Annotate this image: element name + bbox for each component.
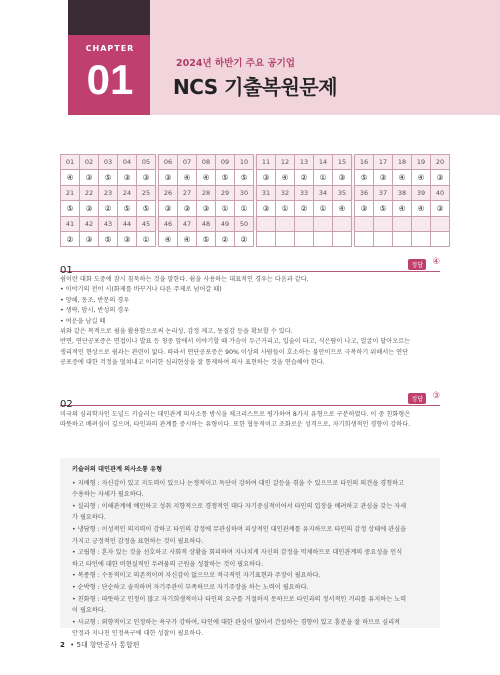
answer-cell — [393, 231, 412, 246]
page-number: 2 — [60, 641, 65, 649]
box-line: • 고립형 : 혼자 있는 것을 선호하고 사회적 상황을 회피하며 지나치게 자신의 감정을 억제하므로 대인관계의 중요성을 인식 — [72, 549, 403, 557]
answer-cell: ③ — [137, 170, 156, 185]
answer-cell — [295, 231, 314, 246]
answer-cell: ④ — [393, 201, 412, 216]
box-line: • 복종형 : 수동적이고 의존적이며 자신감이 없으므로 적극적인 자기표현과 주장이 필요하다. — [72, 572, 321, 580]
question-number-cell: 21 — [61, 185, 80, 200]
question-number-cell: 15 — [333, 155, 352, 170]
answer-cell: ⑤ — [61, 201, 80, 216]
answer-cell — [412, 231, 431, 246]
answer-cell: ④ — [197, 170, 216, 185]
text-line: • 여운을 남길 때 — [60, 317, 106, 325]
question-number-cell: 08 — [197, 155, 216, 170]
question-number-cell: 02 — [80, 155, 99, 170]
answer-cell: ① — [216, 201, 235, 216]
question-number-cell: 25 — [137, 185, 156, 200]
box-line: • 순박형 : 단순하고 솔직하며 자기주관이 부족하므로 자기주장을 하는 노력이 필요하다. — [72, 583, 309, 591]
answer-tag: 정답 — [408, 259, 426, 270]
question-number-cell: 38 — [393, 185, 412, 200]
grid-answer-row — [61, 201, 450, 216]
question-number-cell: 01 — [61, 155, 80, 170]
text-line: 쉼이란 대화 도중에 잠시 침묵하는 것을 말한다. 쉼을 사용하는 대표적인 경우는 다음과 같다. — [60, 276, 309, 283]
question-number: 01 — [60, 265, 73, 276]
text-line: • 양해, 동조, 반문의 경우 — [60, 296, 130, 304]
answer-cell: ④ — [412, 201, 431, 216]
question-number-cell: 44 — [118, 216, 137, 231]
answer-cell: ③ — [80, 170, 99, 185]
answer-grid — [60, 154, 450, 247]
box-line: 가지고 긍정적인 감정을 표현하는 것이 필요하다. — [72, 537, 204, 545]
answer-cell: ⑤ — [137, 201, 156, 216]
answer-cell — [276, 231, 295, 246]
answer-cell: ① — [276, 201, 295, 216]
question-number-cell: 48 — [197, 216, 216, 231]
question-number-cell: 43 — [99, 216, 118, 231]
question-number-cell: 10 — [235, 155, 254, 170]
question-number-cell: 11 — [257, 155, 276, 170]
answer-cell: ④ — [333, 201, 352, 216]
answer-cell: ① — [235, 201, 254, 216]
question-number-cell: 36 — [355, 185, 374, 200]
question-number-cell: 24 — [118, 185, 137, 200]
question-number-cell: 19 — [412, 155, 431, 170]
box-line: 수용하는 자세가 필요하다. — [72, 491, 144, 499]
question-number-cell — [412, 216, 431, 231]
box-line: 이 필요하다. — [72, 607, 106, 615]
answer-cell: ④ — [393, 170, 412, 185]
question-number-cell: 20 — [431, 155, 450, 170]
question-number-cell: 14 — [314, 155, 333, 170]
answer-cell: ① — [314, 201, 333, 216]
chapter-number: 01 — [86, 56, 134, 103]
answer-cell: ③ — [80, 201, 99, 216]
answer-cell: ② — [99, 201, 118, 216]
box-line: 하고 타인에 대한 비현실적인 두려움의 근원을 성찰하는 것이 필요하다. — [72, 560, 264, 568]
text-line: 따뜻하고 배려심이 깊으며, 타인과의 관계를 중시하는 유형이다. 또한 협동적이고 조화로운 성격으로, 자기희생적인 경향이 강하다. — [60, 421, 411, 429]
box-line: • 냉담형 : 이성적인 의지력이 강하고 타인의 감정에 무관심하며 피상적인 대인관계를 유지하므로 타인의 감정 상태에 관심을 — [72, 525, 407, 533]
question-number-cell: 04 — [118, 155, 137, 170]
question-number-cell: 12 — [276, 155, 295, 170]
answer-cell: ④ — [61, 170, 80, 185]
question-number-cell: 46 — [159, 216, 178, 231]
question-number-cell: 32 — [276, 185, 295, 200]
question-number-cell — [257, 216, 276, 231]
question-number-cell: 16 — [355, 155, 374, 170]
box-line: • 실리형 : 이해관계에 예민하고 성취 지향적으로 경쟁적인 데다 자기중심적이어서 타인의 입장을 배려하고 관심을 갖는 자세 — [72, 502, 407, 510]
question-number-cell: 50 — [235, 216, 254, 231]
question-number-cell: 33 — [295, 185, 314, 200]
text-line: 공포증에 대한 걱정을 떨쳐내고 이러한 심리현상을 잘 통제하여 의사 표현하는 것을 연습해야 한다. — [60, 359, 325, 367]
text-line: 반면, 연단공포증은 면접이나 발표 등 청중 앞에서 이야기할 때 가슴이 두근거리고, 입술이 타고, 식은땀이 나고, 얼굴이 달아오르는 — [60, 338, 411, 346]
question-number-cell: 26 — [159, 185, 178, 200]
footer-separator: • — [70, 641, 75, 649]
text-line: • 이야기의 전이 시(화제를 바꾸거나 다른 주제로 넘어갈 때) — [60, 286, 222, 294]
question-number-cell: 35 — [333, 185, 352, 200]
question-number-cell: 13 — [295, 155, 314, 170]
box-title: 키슬러의 대인관계 의사소통 유형 — [72, 466, 163, 473]
answer-cell — [257, 231, 276, 246]
answer-cell: ③ — [118, 170, 137, 185]
question-number-cell: 45 — [137, 216, 156, 231]
text-line: 위와 같은 목적으로 쉼을 활용함으로써 논리성, 감정 제고, 동질감 등을 확보할 수 있다. — [60, 328, 293, 336]
question-number-cell — [374, 216, 393, 231]
text-line: 미국의 심리학자인 도널드 키슬러는 대인관계 의사소통 방식을 체크리스트로 평가하여 8가지 유형으로 구분하였다. 이 중 친화형은 — [60, 411, 411, 418]
grid-number-row — [61, 155, 450, 170]
question-number-cell — [314, 216, 333, 231]
grid-number-row — [61, 185, 450, 200]
answer-cell: ⑤ — [235, 170, 254, 185]
answer-cell: ⑤ — [355, 170, 374, 185]
question-number-cell: 39 — [412, 185, 431, 200]
question-header-02 — [60, 391, 440, 410]
question-number-cell: 06 — [159, 155, 178, 170]
question-number-cell: 28 — [197, 185, 216, 200]
question-number-cell: 22 — [80, 185, 99, 200]
answer-cell: ② — [61, 231, 80, 246]
answer-cell — [314, 231, 333, 246]
answer-cell: ③ — [178, 201, 197, 216]
box-line: 안정과 지나친 인정욕구에 대한 성찰이 필요하다. — [72, 630, 204, 638]
box-line: 가 필요하다. — [72, 514, 106, 522]
answer-cell: ③ — [197, 201, 216, 216]
answer-cell: ④ — [159, 231, 178, 246]
answer-cell: ⑤ — [118, 201, 137, 216]
answer-cell: ③ — [257, 170, 276, 185]
box-line: • 지배형 : 자신감이 있고 지도력이 있으나 논쟁적이고 독단이 강하여 대인 갈등을 겪을 수 있으므로 타인의 의견을 경청하고 — [72, 479, 405, 487]
question-number-cell: 17 — [374, 155, 393, 170]
answer-cell: ④ — [276, 170, 295, 185]
answer-cell: ④ — [178, 170, 197, 185]
page-title: NCS 기출복원문제 — [173, 75, 338, 99]
grid-answer-row — [61, 231, 450, 246]
box-line: • 사교형 : 외향적이고 인정하는 욕구가 강하여, 타인에 대한 관심이 많아서 간섭하는 경향이 있고 흥분을 잘 하므로 심리적 — [72, 618, 401, 626]
question-number-cell: 42 — [80, 216, 99, 231]
answer-cell: ② — [235, 231, 254, 246]
question-number-cell — [295, 216, 314, 231]
question-number-cell: 29 — [216, 185, 235, 200]
answer-cell: ⑤ — [216, 170, 235, 185]
question-number-cell — [393, 216, 412, 231]
chapter-label: CHAPTER — [85, 44, 135, 53]
answer-cell: ③ — [431, 201, 450, 216]
answer-cell: ④ — [412, 170, 431, 185]
question-number-cell — [333, 216, 352, 231]
question-number: 02 — [60, 399, 73, 410]
answer-cell: ① — [314, 170, 333, 185]
answer-cell: ③ — [257, 201, 276, 216]
question-number-cell: 07 — [178, 155, 197, 170]
page-subtitle: 2024년 하반기 주요 공기업 — [176, 58, 295, 69]
answer-cell: ⑤ — [374, 201, 393, 216]
answer-cell — [431, 231, 450, 246]
question-number-cell — [355, 216, 374, 231]
question-number-cell: 31 — [257, 185, 276, 200]
question-number-cell: 40 — [431, 185, 450, 200]
answer-cell: ③ — [355, 201, 374, 216]
answer-value: ③ — [432, 391, 440, 401]
question-number-cell: 37 — [374, 185, 393, 200]
answer-cell: ② — [295, 170, 314, 185]
question-02-explanation — [60, 410, 440, 431]
answer-cell: ③ — [80, 231, 99, 246]
answer-cell: ⑤ — [99, 231, 118, 246]
kiesler-types-box — [60, 458, 440, 638]
question-number-cell: 23 — [99, 185, 118, 200]
answer-cell: ① — [137, 231, 156, 246]
answer-cell: ③ — [118, 231, 137, 246]
answer-cell — [374, 231, 393, 246]
grid-answer-row — [61, 170, 450, 185]
answer-tag: 정답 — [408, 393, 426, 404]
page-footer — [60, 640, 139, 650]
question-number-cell: 30 — [235, 185, 254, 200]
question-number-cell: 34 — [314, 185, 333, 200]
answer-cell: ③ — [159, 201, 178, 216]
answer-cell: ④ — [178, 231, 197, 246]
question-number-cell: 03 — [99, 155, 118, 170]
answer-cell: ⑤ — [197, 231, 216, 246]
answer-cell: ⑤ — [99, 170, 118, 185]
answer-value: ④ — [432, 257, 440, 267]
text-line: 생리적인 현상으로 쉼과는 관련이 없다. 따라서 연단공포증은 90% 이상의 사람들이 호소하는 불안이므로 극복하기 위해서는 연단 — [60, 348, 409, 356]
question-01-explanation — [60, 275, 440, 369]
question-number-cell: 09 — [216, 155, 235, 170]
answer-cell: ③ — [374, 170, 393, 185]
text-line: • 생략, 암시, 반성의 경우 — [60, 307, 130, 315]
book-title: 5대 항만공사 통합편 — [76, 641, 140, 649]
question-number-cell: 18 — [393, 155, 412, 170]
answer-cell: ② — [216, 231, 235, 246]
header-margin — [0, 0, 68, 115]
answer-cell: ③ — [431, 170, 450, 185]
question-number-cell: 49 — [216, 216, 235, 231]
question-number-cell — [276, 216, 295, 231]
question-number-cell: 47 — [178, 216, 197, 231]
answer-cell — [333, 231, 352, 246]
answer-cell: ③ — [159, 170, 178, 185]
question-number-cell: 27 — [178, 185, 197, 200]
question-number-cell — [431, 216, 450, 231]
question-number-cell: 41 — [61, 216, 80, 231]
question-header-01 — [60, 257, 440, 276]
grid-number-row — [61, 216, 450, 231]
box-line: • 친화형 : 따뜻하고 인정이 많고 자기희생적이나 타인의 요구를 거절하지 못하므로 타인과의 정서적인 거리를 유지하는 노력 — [72, 595, 407, 603]
answer-cell: ② — [295, 201, 314, 216]
answer-cell — [355, 231, 374, 246]
answer-cell: ③ — [333, 170, 352, 185]
question-number-cell: 05 — [137, 155, 156, 170]
